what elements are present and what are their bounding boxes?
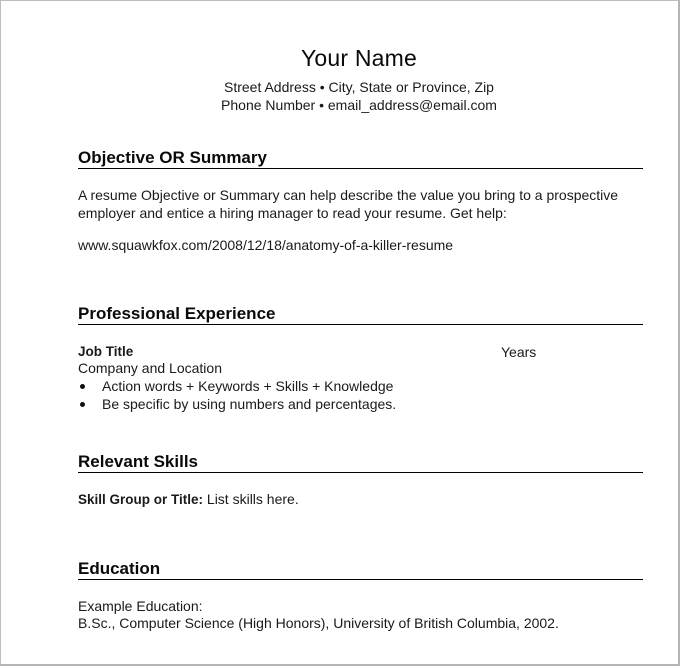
section-rule [78, 472, 643, 473]
resume-name: Your Name [300, 45, 417, 71]
bullet-icon [80, 384, 85, 389]
objective-paragraph-line1: A resume Objective or Summary can help describe the value you bring to a prospective [78, 187, 619, 203]
contact-line: Phone Number • email_address@email.com [221, 97, 497, 113]
objective-paragraph-line2: employer and entice a hiring manager to read your resume. Get help: [78, 205, 507, 221]
bullet-text: Be specific by using numbers and percentages. [102, 396, 397, 412]
section-title-education: Education [78, 559, 161, 578]
section-title-objective: Objective OR Summary [78, 148, 267, 167]
education-label: Example Education: [78, 598, 203, 614]
bullet-text: Action words + Keywords + Skills + Knowledge [102, 378, 394, 394]
job-years: Years [501, 344, 537, 360]
section-rule [78, 168, 643, 169]
skill-group-label: Skill Group or Title: [78, 492, 204, 507]
objective-link[interactable]: www.squawkfox.com/2008/12/18/anatomy-of-a-killer-resume [78, 237, 454, 253]
section-rule [78, 324, 643, 325]
company-location: Company and Location [78, 360, 222, 376]
skill-group-value: List skills here. [203, 491, 299, 507]
section-rule [78, 579, 643, 580]
education-detail: B.Sc., Computer Science (High Honors), University of British Columbia, 2002. [78, 615, 559, 631]
job-title: Job Title [78, 344, 134, 359]
section-title-skills: Relevant Skills [78, 452, 199, 471]
section-title-experience: Professional Experience [78, 304, 276, 323]
address-line: Street Address • City, State or Province, Zip [224, 79, 494, 95]
bullet-icon [80, 402, 85, 407]
skill-group [78, 491, 299, 507]
